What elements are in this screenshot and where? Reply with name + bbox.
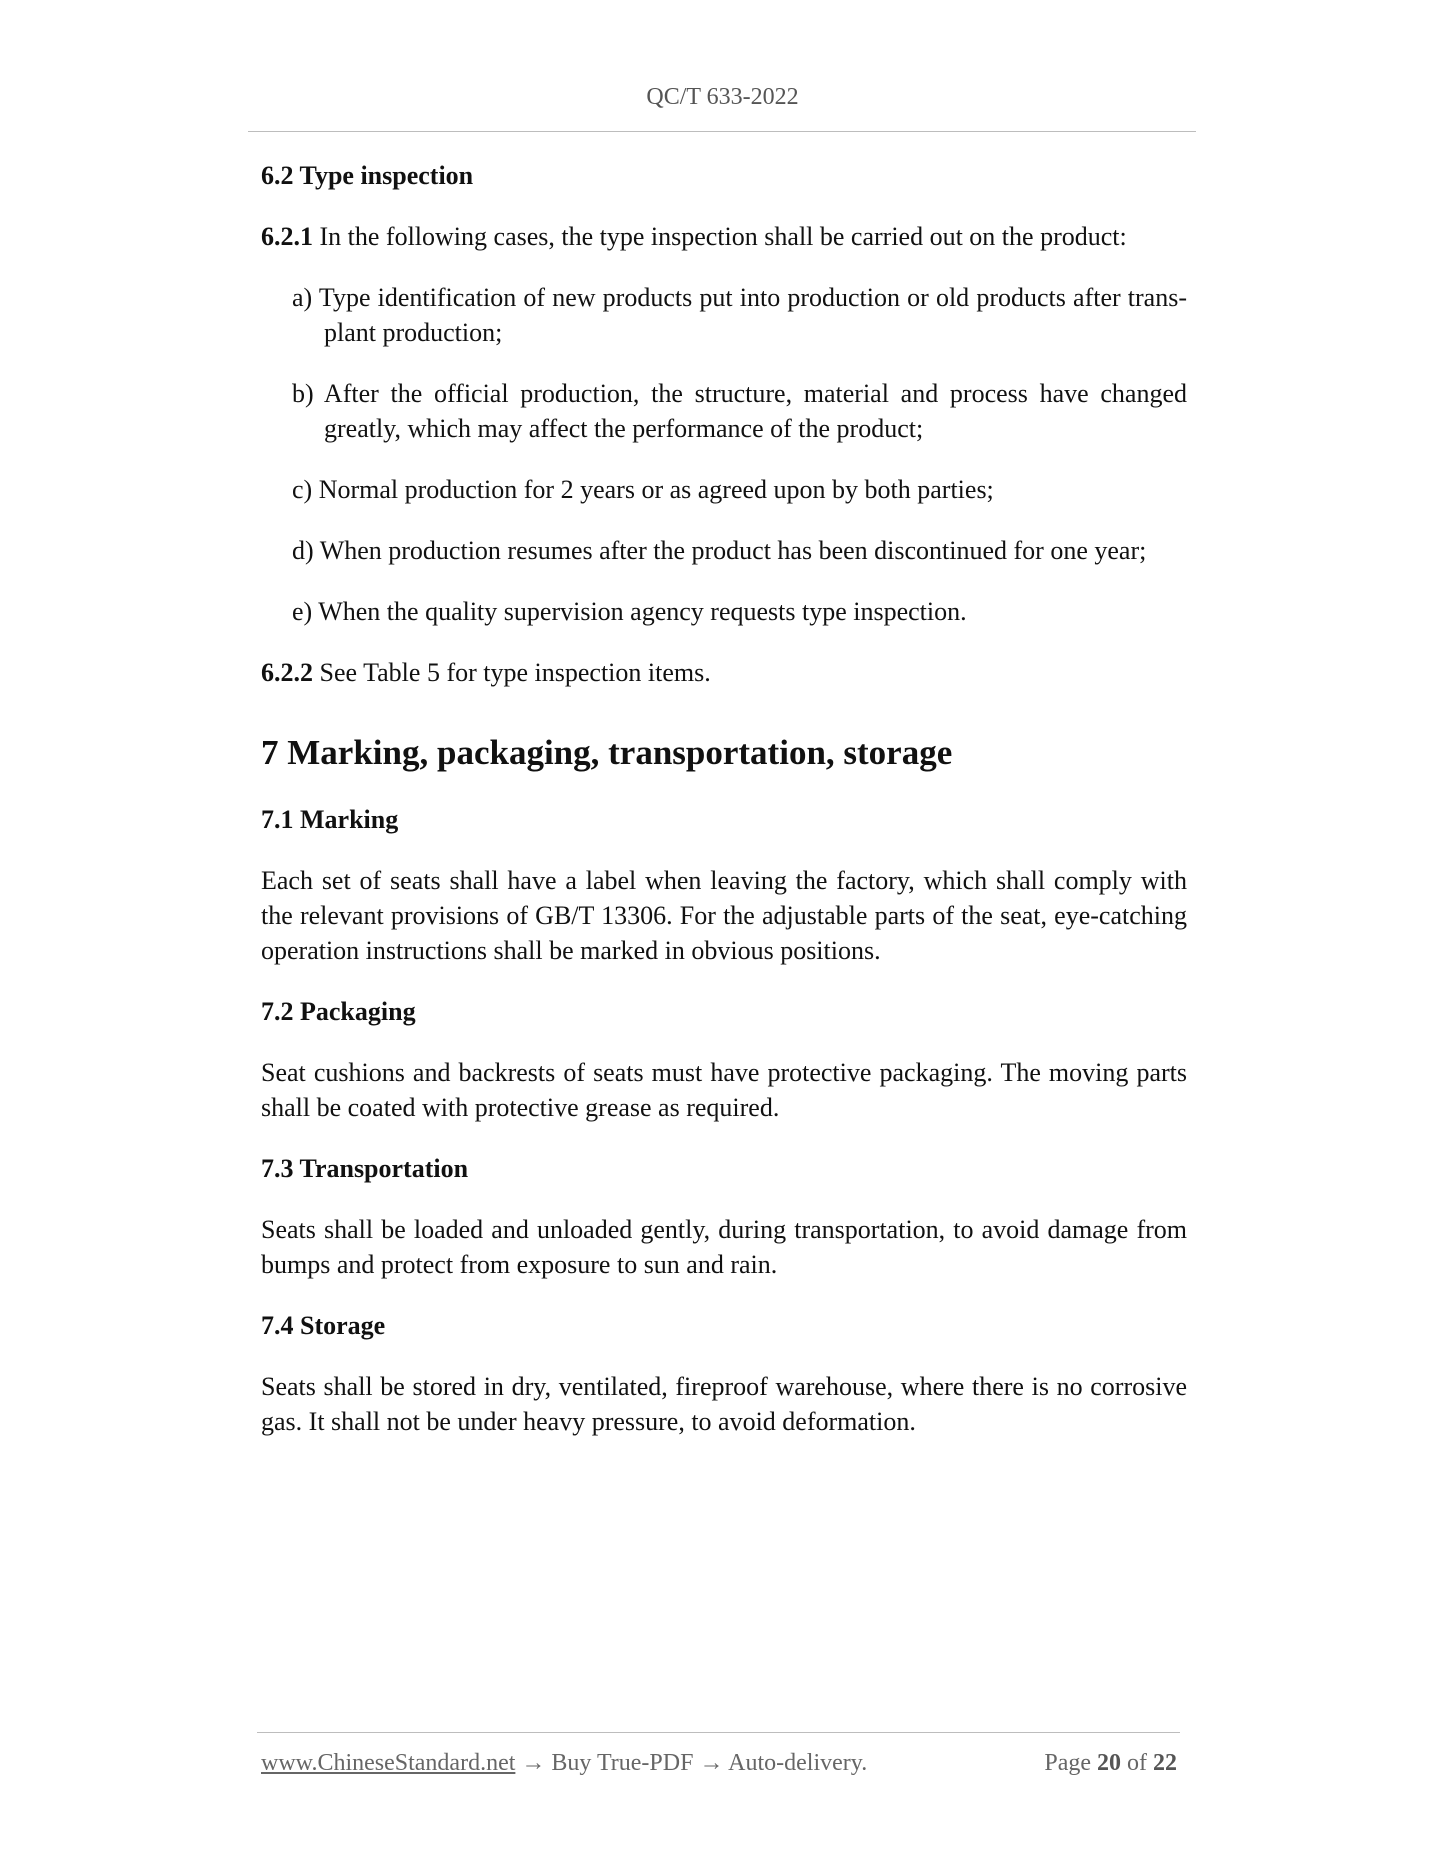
section-7-3-text: Seats shall be loaded and unloaded gently, during transportation, to avoid damage from bumps and protect from exposure to sun and rain.	[261, 1215, 1187, 1279]
section-7-1-heading: 7.1 Marking	[261, 805, 399, 834]
page-header	[0, 84, 1445, 111]
case-list	[292, 280, 1187, 629]
footer-divider	[257, 1732, 1180, 1733]
clause-6-2-1	[261, 219, 1187, 254]
list-item: c) Normal production for 2 years or as agreed upon by both parties;	[292, 475, 994, 504]
page-label: Page	[1044, 1750, 1091, 1776]
current-page: 20	[1097, 1750, 1121, 1776]
section-7-4-text: Seats shall be stored in dry, ventilated, fireproof warehouse, where there is no corrosive gas. It shall not be under heavy pressure, to avoid deformation.	[261, 1372, 1187, 1436]
total-pages: 22	[1153, 1750, 1177, 1776]
list-item: d) When production resumes after the product has been discontinued for one year;	[292, 536, 1147, 565]
section-7-2-heading: 7.2 Packaging	[261, 997, 416, 1026]
list-item: a) Type identification of new products put into production or old products after trans-plant production;	[292, 283, 1187, 347]
list-item: b) After the official production, the structure, material and process have changed greatly, which may affect the performance of the product;	[292, 379, 1187, 443]
document-code: QC/T 633-2022	[646, 84, 799, 110]
header-divider	[248, 131, 1196, 132]
of-label: of	[1127, 1750, 1147, 1776]
clause-number: 6.2.1	[261, 222, 313, 251]
clause-number: 6.2.2	[261, 658, 313, 687]
delivery-text: Auto-delivery.	[728, 1750, 868, 1776]
arrow-right-icon: →	[521, 1750, 546, 1776]
arrow-right-icon: →	[699, 1750, 724, 1776]
section-7-3-heading: 7.3 Transportation	[261, 1154, 469, 1183]
page-number	[1044, 1750, 1177, 1777]
section-6-2-heading: 6.2 Type inspection	[261, 161, 474, 190]
clause-6-2-2	[261, 655, 1187, 690]
buy-text: Buy True-PDF	[551, 1750, 694, 1776]
website-link[interactable]: www.ChineseStandard.net	[261, 1750, 516, 1776]
list-item: e) When the quality supervision agency requests type inspection.	[292, 597, 967, 626]
section-7-4-heading: 7.4 Storage	[261, 1311, 386, 1340]
document-body	[261, 158, 1187, 1465]
section-7-1-text: Each set of seats shall have a label when leaving the factory, which shall comply with the relevant provisions of GB/T 13306. For the adjustable parts of the seat, eye-catching operation instructions shall be marked in obvious positions.	[261, 866, 1187, 965]
section-7-heading: 7 Marking, packaging, transportation, storage	[261, 733, 953, 772]
section-7-2-text: Seat cushions and backrests of seats must have protective packaging. The moving parts shall be coated with protective grease as required.	[261, 1058, 1187, 1122]
footer-promo	[261, 1750, 867, 1777]
clause-text: See Table 5 for type inspection items.	[313, 658, 711, 687]
clause-text: In the following cases, the type inspection shall be carried out on the product:	[313, 222, 1127, 251]
